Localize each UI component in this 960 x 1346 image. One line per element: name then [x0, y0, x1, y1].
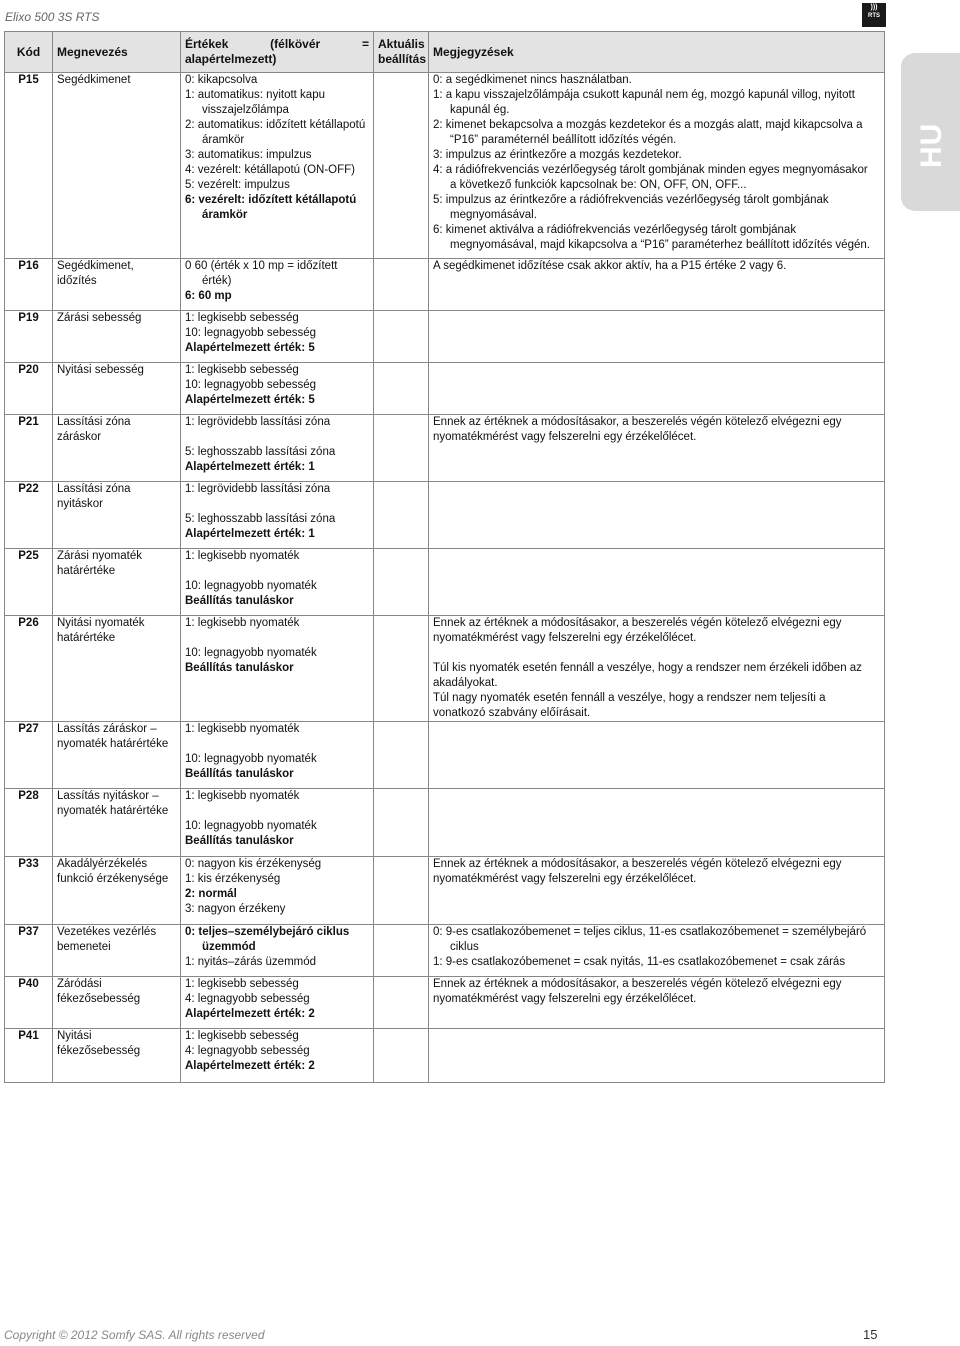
param-values: [181, 789, 374, 857]
param-name-line: funkció érzékenysége: [57, 873, 169, 885]
param-name-line: bemenetei: [57, 941, 111, 953]
param-notes: [429, 616, 885, 722]
value-line: 1: legkisebb nyomaték: [185, 723, 300, 735]
value-line: 1: legkisebb sebesség: [185, 364, 299, 376]
param-values: [181, 482, 374, 549]
note-line: megnyomásával, majd kikapcsolva a “P16” paraméterhez beállított időzítés végén.: [450, 239, 870, 251]
value-line: 10: legnagyobb nyomaték: [185, 753, 317, 765]
language-tab-label: HU: [915, 122, 948, 168]
param-name: [53, 363, 181, 415]
current-setting-cell[interactable]: [374, 722, 429, 789]
param-values: [181, 73, 374, 259]
param-notes: [429, 977, 885, 1029]
value-line: 4: legnagyobb sebesség: [185, 1045, 310, 1057]
table-row: [5, 549, 885, 616]
page-number: 15: [863, 1327, 878, 1342]
param-name-line: Lassítási zóna nyitáskor: [57, 483, 131, 510]
note-line: a következő funkciók kapcsolnak be: ON, OFF, ON, OFF...: [450, 179, 747, 191]
value-line: 2: automatikus: időzített kétállapotú: [185, 119, 366, 131]
header-current: Aktuális beállítás: [374, 32, 429, 73]
param-name-line: Zárási sebesség: [57, 312, 142, 324]
value-line: 1: legkisebb sebesség: [185, 978, 299, 990]
value-line: 6: 60 mp: [185, 290, 232, 302]
value-line: 1: legrövidebb lassítási zóna: [185, 416, 331, 428]
value-line: 10: legnagyobb nyomaték: [185, 580, 317, 592]
param-values: [181, 925, 374, 977]
value-line: 10: legnagyobb nyomaték: [185, 820, 317, 832]
param-name: [53, 259, 181, 311]
value-line: áramkör: [202, 134, 245, 146]
header-values: Értékek (félkövér = alapértelmezett): [181, 32, 374, 73]
logo-text: RTS: [868, 13, 880, 19]
note-line: A segédkimenet időzítése csak akkor aktív, ha a P15 értéke 2 vagy 6.: [433, 260, 787, 272]
value-line: Alapértelmezett érték: 1: [185, 461, 315, 473]
current-setting-cell[interactable]: [374, 259, 429, 311]
value-line: 6: vezérelt: időzített kétállapotú: [185, 194, 357, 206]
param-name-line: Segédkimenet, időzítés: [57, 260, 134, 287]
parameter-table: [4, 31, 885, 1083]
table-row: [5, 482, 885, 549]
param-notes: [429, 363, 885, 415]
value-line: 5: leghosszabb lassítási zóna: [185, 446, 336, 458]
param-code: P16: [5, 259, 53, 311]
param-notes: [429, 415, 885, 482]
param-values: [181, 616, 374, 722]
value-line: 0 60 (érték x 10 mp = időzített: [185, 260, 338, 272]
param-name-line: Lassítás záráskor –: [57, 723, 157, 735]
note-line: Ennek az értéknek a módosításakor, a beszerelés végén kötelező elvégezni egy: [433, 617, 842, 629]
value-line: [185, 737, 369, 752]
value-line: Alapértelmezett érték: 1: [185, 528, 315, 540]
param-name-line: fékezősebesség: [57, 993, 141, 1005]
current-setting-cell[interactable]: [374, 1029, 429, 1083]
param-notes: [429, 1029, 885, 1083]
value-line: 1: legkisebb nyomaték: [185, 617, 300, 629]
param-notes: [429, 73, 885, 259]
param-name-line: Nyitási fékezősebesség: [57, 1030, 141, 1057]
current-setting-cell[interactable]: [374, 549, 429, 616]
param-name-line: Zárási nyomaték: [57, 550, 143, 562]
param-name: [53, 925, 181, 977]
param-name: [53, 616, 181, 722]
value-line: 1: legkisebb nyomaték: [185, 790, 300, 802]
note-line: “P16” paraméternél beállított időzítés végén.: [450, 134, 677, 146]
param-code: P37: [5, 925, 53, 977]
note-line: 0: a segédkimenet nincs használatban.: [433, 74, 632, 86]
value-line: 5: vezérelt: impulzus: [185, 179, 290, 191]
param-code: P28: [5, 789, 53, 857]
current-setting-cell[interactable]: [374, 482, 429, 549]
table-row: [5, 789, 885, 857]
table-row: [5, 925, 885, 977]
param-name-line: Vezetékes vezérlés: [57, 926, 157, 938]
header-code: Kód: [5, 32, 53, 73]
param-name: [53, 73, 181, 259]
value-line: érték): [202, 275, 232, 287]
current-setting-cell[interactable]: [374, 363, 429, 415]
value-line: [185, 564, 369, 579]
value-line: visszajelzőlámpa: [202, 104, 289, 116]
value-line: 4: vezérelt: kétállapotú (ON-OFF): [185, 164, 355, 176]
table-row: [5, 415, 885, 482]
note-line: 4: a rádiófrekvenciás vezérlőegység tárolt gombjának minden egyes megnyomásakor: [433, 164, 868, 176]
param-notes: [429, 789, 885, 857]
param-name: [53, 857, 181, 925]
param-code: P21: [5, 415, 53, 482]
value-line: 5: leghosszabb lassítási zóna: [185, 513, 336, 525]
table-header-row: [5, 32, 885, 73]
rts-logo: [862, 3, 886, 27]
value-line: áramkör: [202, 209, 248, 221]
value-line: Alapértelmezett érték: 5: [185, 342, 315, 354]
param-values: [181, 259, 374, 311]
value-line: 1: nyitás–zárás üzemmód: [185, 956, 317, 968]
value-line: 1: legkisebb nyomaték: [185, 550, 300, 562]
value-line: 3: nagyon érzékeny: [185, 903, 286, 915]
param-name: [53, 977, 181, 1029]
note-line: nyomatékmérést vagy felszerelni egy érzékelőlécet.: [433, 873, 697, 885]
note-line: Ennek az értéknek a módosításakor, a beszerelés végén kötelező elvégezni egy: [433, 858, 842, 870]
value-line: 1: legkisebb sebesség: [185, 312, 299, 324]
value-line: Alapértelmezett érték: 5: [185, 394, 315, 406]
param-notes: [429, 722, 885, 789]
value-line: [185, 497, 369, 512]
note-line: 1: a kapu visszajelzőlámpája csukott kapunál nem ég, mozgó kapunál villog, nyitott: [433, 89, 855, 101]
value-line: Beállítás tanuláskor: [185, 768, 294, 780]
document-title: Elixo 500 3S RTS: [5, 10, 100, 24]
param-code: P20: [5, 363, 53, 415]
note-line: Ennek az értéknek a módosításakor, a beszerelés végén kötelező elvégezni egy: [433, 978, 842, 990]
header-name: Megnevezés: [53, 32, 181, 73]
param-name-line: határértéke: [57, 565, 116, 577]
table-row: [5, 259, 885, 311]
param-notes: [429, 482, 885, 549]
param-notes: [429, 925, 885, 977]
param-name-line: Lassítási zóna záráskor: [57, 416, 131, 443]
param-name-line: Nyitási sebesség: [57, 364, 144, 376]
note-line: Ennek az értéknek a módosításakor, a beszerelés végén kötelező elvégezni egy: [433, 416, 842, 428]
note-line: nyomatékmérést vagy felszerelni egy érzékelőlécet.: [433, 431, 697, 443]
value-line: Alapértelmezett érték: 2: [185, 1060, 315, 1072]
param-name: [53, 482, 181, 549]
value-line: 4: legnagyobb sebesség: [185, 993, 310, 1005]
param-name-line: nyomaték határértéke: [57, 738, 169, 750]
current-setting-cell[interactable]: [374, 616, 429, 722]
note-line: akadályokat.: [433, 677, 498, 689]
param-values: [181, 1029, 374, 1083]
param-name-line: nyomaték határértéke: [57, 805, 169, 817]
current-setting-cell[interactable]: [374, 977, 429, 1029]
value-line: Beállítás tanuláskor: [185, 595, 294, 607]
param-code: P25: [5, 549, 53, 616]
note-line: 1: 9-es csatlakozóbemenet = csak nyitás, 11-es csatlakozóbemenet = csak zárás: [433, 956, 846, 968]
param-code: P26: [5, 616, 53, 722]
table-row: [5, 311, 885, 363]
table-row: [5, 857, 885, 925]
param-name: [53, 789, 181, 857]
param-notes: [429, 549, 885, 616]
param-code: P40: [5, 977, 53, 1029]
param-name: [53, 415, 181, 482]
value-line: [185, 804, 369, 819]
param-code: P27: [5, 722, 53, 789]
note-line: Túl nagy nyomaték esetén fennáll a veszélye, hogy a rendszer nem teljesíti a: [433, 692, 826, 704]
value-line: üzemmód: [202, 941, 256, 953]
table-row: [5, 977, 885, 1029]
value-line: 1: legrövidebb lassítási zóna: [185, 483, 331, 495]
param-name-line: határértéke: [57, 632, 116, 644]
table-row: [5, 1029, 885, 1083]
param-name: [53, 311, 181, 363]
param-name: [53, 722, 181, 789]
note-line: 2: kimenet bekapcsolva a mozgás kezdetekor és a mozgás alatt, majd kikapcsolva a: [433, 119, 863, 131]
value-line: 0: teljes–személybejáró ciklus: [185, 926, 350, 938]
param-name: [53, 1029, 181, 1083]
param-notes: [429, 857, 885, 925]
param-values: [181, 415, 374, 482]
value-line: [185, 631, 369, 646]
param-values: [181, 722, 374, 789]
table-row: [5, 73, 885, 259]
value-line: [185, 430, 369, 445]
param-values: [181, 363, 374, 415]
param-values: [181, 977, 374, 1029]
note-line: vonatkozó szabvány előírásait.: [433, 707, 591, 719]
param-code: P19: [5, 311, 53, 363]
value-line: 3: automatikus: impulzus: [185, 149, 312, 161]
current-setting-cell[interactable]: [374, 73, 429, 259]
param-code: P22: [5, 482, 53, 549]
header-notes: Megjegyzések: [429, 32, 885, 73]
value-line: 2: normál: [185, 888, 237, 900]
note-line: nyomatékmérést vagy felszerelni egy érzékelőlécet.: [433, 632, 697, 644]
value-line: 0: nagyon kis érzékenység: [185, 858, 322, 870]
param-values: [181, 311, 374, 363]
param-name-line: Segédkimenet: [57, 74, 131, 86]
language-tab: [901, 53, 960, 211]
note-line: 6: kimenet aktiválva a rádiófrekvenciás vezérlőegység tárolt gombjának: [433, 224, 797, 236]
note-line: nyomatékmérést vagy felszerelni egy érzékelőlécet.: [433, 993, 697, 1005]
value-line: 1: legkisebb sebesség: [185, 1030, 299, 1042]
note-line: Túl kis nyomaték esetén fennáll a veszélye, hogy a rendszer nem érzékeli időben az: [433, 662, 862, 674]
param-name: [53, 549, 181, 616]
copyright: Copyright © 2012 Somfy SAS. All rights reserved: [4, 1328, 265, 1342]
param-name-line: Nyitási nyomaték: [57, 617, 145, 629]
value-line: Beállítás tanuláskor: [185, 662, 294, 674]
table-row: [5, 363, 885, 415]
value-line: Beállítás tanuláskor: [185, 835, 294, 847]
param-code: P15: [5, 73, 53, 259]
value-line: 0: kikapcsolva: [185, 74, 258, 86]
radio-waves-icon: ))): [870, 4, 878, 11]
current-setting-cell[interactable]: [374, 857, 429, 925]
table-row: [5, 722, 885, 789]
param-name-line: Lassítás nyitáskor –: [57, 790, 159, 802]
value-line: 10: legnagyobb nyomaték: [185, 647, 317, 659]
note-line: 3: impulzus az érintkezőre a mozgás kezdetekor.: [433, 149, 682, 161]
note-line: 5: impulzus az érintkezőre a rádiófrekvenciás vezérlőegység tárolt gombjának: [433, 194, 829, 206]
note-line: [433, 646, 880, 661]
value-line: 1: automatikus: nyitott kapu: [185, 89, 325, 101]
value-line: 10: legnagyobb sebesség: [185, 379, 317, 391]
param-values: [181, 549, 374, 616]
note-line: kapunál ég.: [450, 104, 510, 116]
param-values: [181, 857, 374, 925]
param-code: P33: [5, 857, 53, 925]
param-name-line: Záródási: [57, 978, 102, 990]
value-line: Alapértelmezett érték: 2: [185, 1008, 315, 1020]
note-line: megnyomásával.: [450, 209, 537, 221]
current-setting-cell[interactable]: [374, 311, 429, 363]
note-line: 0: 9-es csatlakozóbemenet = teljes ciklus, 11-es csatlakozóbemenet = személybejáró: [433, 926, 867, 938]
current-setting-cell[interactable]: [374, 415, 429, 482]
param-code: P41: [5, 1029, 53, 1083]
value-line: 1: kis érzékenység: [185, 873, 281, 885]
value-line: 10: legnagyobb sebesség: [185, 327, 317, 339]
param-name-line: Akadályérzékelés: [57, 858, 148, 870]
current-setting-cell[interactable]: [374, 789, 429, 857]
note-line: ciklus: [450, 941, 479, 953]
param-notes: [429, 311, 885, 363]
table-row: [5, 616, 885, 722]
current-setting-cell[interactable]: [374, 925, 429, 977]
param-notes: [429, 259, 885, 311]
